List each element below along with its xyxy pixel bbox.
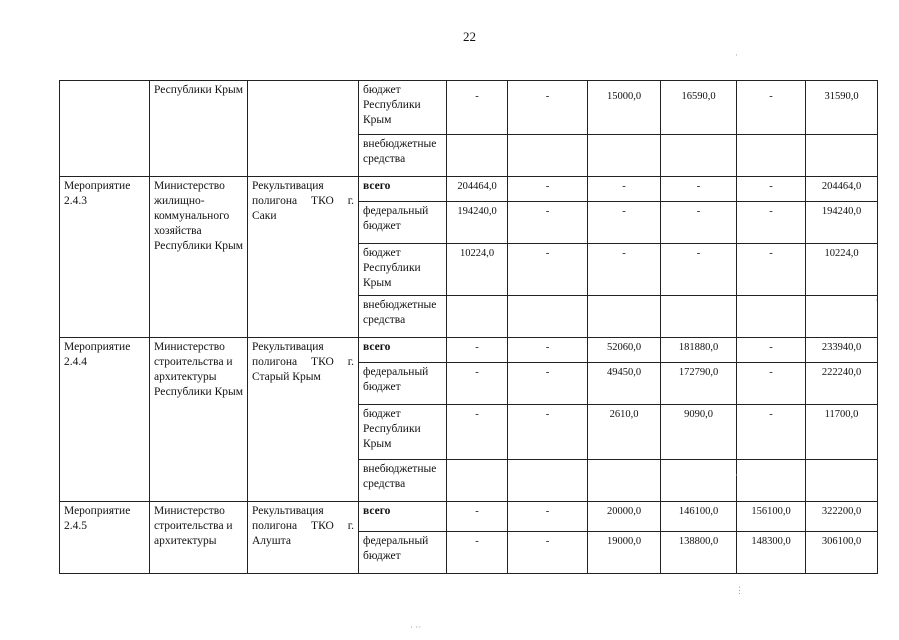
value-cell: - <box>447 502 508 532</box>
object-cell <box>248 81 359 177</box>
value-cell: 52060,0 <box>588 338 661 363</box>
funding-source-cell <box>359 296 447 338</box>
value-cell: 148300,0 <box>737 532 806 574</box>
value-cell: - <box>508 81 588 135</box>
value-cell <box>588 296 661 338</box>
value-cell: 233940,0 <box>806 338 878 363</box>
value-cell <box>508 135 588 177</box>
value-cell: 19000,0 <box>588 532 661 574</box>
value-cell: - <box>737 177 806 202</box>
value-cell <box>588 460 661 502</box>
funding-table <box>59 80 878 574</box>
funding-source-cell <box>359 135 447 177</box>
value-cell: 16590,0 <box>661 81 737 135</box>
value-cell: 172790,0 <box>661 363 737 405</box>
value-cell <box>447 135 508 177</box>
event-cell: Мероприятие 2.4.5 <box>60 502 150 574</box>
funding-source-cell <box>359 532 447 574</box>
value-cell <box>737 296 806 338</box>
funding-source-label: федеральный бюджет <box>363 535 429 562</box>
funding-source-label: федеральный бюджет <box>363 366 429 393</box>
value-cell: - <box>508 502 588 532</box>
funding-source-cell <box>359 502 447 532</box>
funding-source-cell <box>359 202 447 244</box>
value-cell: 2610,0 <box>588 405 661 460</box>
funding-source-cell <box>359 81 447 135</box>
value-cell: - <box>588 244 661 296</box>
value-cell: 204464,0 <box>447 177 508 202</box>
value-cell <box>661 296 737 338</box>
value-cell: - <box>508 244 588 296</box>
object-cell: Рекультивация полигона ТКО г. Саки <box>248 177 359 338</box>
value-cell: - <box>447 81 508 135</box>
executor-cell: Республики Крым <box>150 81 248 177</box>
executor-cell: Министерство строительства и архитектуры <box>150 502 248 574</box>
value-cell: 10224,0 <box>447 244 508 296</box>
value-cell: 138800,0 <box>661 532 737 574</box>
funding-source-label: внебюджетные средства <box>363 299 437 326</box>
funding-source-label: внебюджетные средства <box>363 138 437 165</box>
funding-source-label: всего <box>363 180 391 192</box>
table-row <box>60 502 878 532</box>
event-cell: Мероприятие 2.4.3 <box>60 177 150 338</box>
value-cell: - <box>508 532 588 574</box>
value-cell: - <box>447 532 508 574</box>
value-cell <box>737 460 806 502</box>
value-cell: - <box>447 363 508 405</box>
value-cell: - <box>737 405 806 460</box>
funding-source-label: всего <box>363 505 391 517</box>
funding-source-label: внебюджетные средства <box>363 463 437 490</box>
value-cell: 11700,0 <box>806 405 878 460</box>
page-number: 22 <box>463 29 476 44</box>
value-cell <box>806 460 878 502</box>
funding-source-cell <box>359 405 447 460</box>
value-cell <box>737 135 806 177</box>
value-cell: 222240,0 <box>806 363 878 405</box>
value-cell: - <box>737 363 806 405</box>
value-cell: - <box>447 405 508 460</box>
table-row <box>60 338 878 363</box>
value-cell: - <box>661 202 737 244</box>
value-cell: - <box>737 81 806 135</box>
value-cell <box>508 296 588 338</box>
event-cell <box>60 81 150 177</box>
value-cell: - <box>661 244 737 296</box>
value-cell: - <box>737 202 806 244</box>
funding-source-cell <box>359 177 447 202</box>
value-cell <box>588 135 661 177</box>
funding-source-cell <box>359 244 447 296</box>
table-row <box>60 81 878 135</box>
object-cell: Рекультивация полигона ТКО г. Старый Крым <box>248 338 359 502</box>
value-cell: 146100,0 <box>661 502 737 532</box>
value-cell: 194240,0 <box>447 202 508 244</box>
table-row <box>60 177 878 202</box>
value-cell <box>447 460 508 502</box>
funding-source-cell <box>359 460 447 502</box>
value-cell: 306100,0 <box>806 532 878 574</box>
value-cell: - <box>508 405 588 460</box>
value-cell: 204464,0 <box>806 177 878 202</box>
value-cell: 322200,0 <box>806 502 878 532</box>
event-cell: Мероприятие 2.4.4 <box>60 338 150 502</box>
value-cell: - <box>508 363 588 405</box>
value-cell <box>806 296 878 338</box>
value-cell: 9090,0 <box>661 405 737 460</box>
value-cell: 10224,0 <box>806 244 878 296</box>
funding-source-label: бюджет Республики Крым <box>363 247 421 289</box>
value-cell <box>508 460 588 502</box>
value-cell <box>661 460 737 502</box>
funding-source-cell <box>359 338 447 363</box>
funding-source-label: бюджет Республики Крым <box>363 408 421 450</box>
value-cell: - <box>588 202 661 244</box>
funding-source-label: бюджет Республики Крым <box>363 84 421 126</box>
value-cell: 156100,0 <box>737 502 806 532</box>
funding-source-label: федеральный бюджет <box>363 205 429 232</box>
value-cell: 15000,0 <box>588 81 661 135</box>
funding-source-cell <box>359 363 447 405</box>
value-cell: - <box>508 177 588 202</box>
value-cell: - <box>508 202 588 244</box>
value-cell: 181880,0 <box>661 338 737 363</box>
value-cell: 20000,0 <box>588 502 661 532</box>
funding-source-label: всего <box>363 341 391 353</box>
value-cell: - <box>588 177 661 202</box>
value-cell: - <box>737 244 806 296</box>
value-cell <box>806 135 878 177</box>
value-cell: 49450,0 <box>588 363 661 405</box>
executor-cell: Министерство строительства и архитектуры Республики Крым <box>150 338 248 502</box>
value-cell: - <box>447 338 508 363</box>
value-cell <box>661 135 737 177</box>
value-cell: - <box>737 338 806 363</box>
value-cell: - <box>661 177 737 202</box>
value-cell: 31590,0 <box>806 81 878 135</box>
object-cell: Рекультивация полигона ТКО г. Алушта <box>248 502 359 574</box>
executor-cell: Министерство жилищно-коммунального хозяйства Республики Крым <box>150 177 248 338</box>
value-cell: 194240,0 <box>806 202 878 244</box>
value-cell <box>447 296 508 338</box>
value-cell: - <box>508 338 588 363</box>
